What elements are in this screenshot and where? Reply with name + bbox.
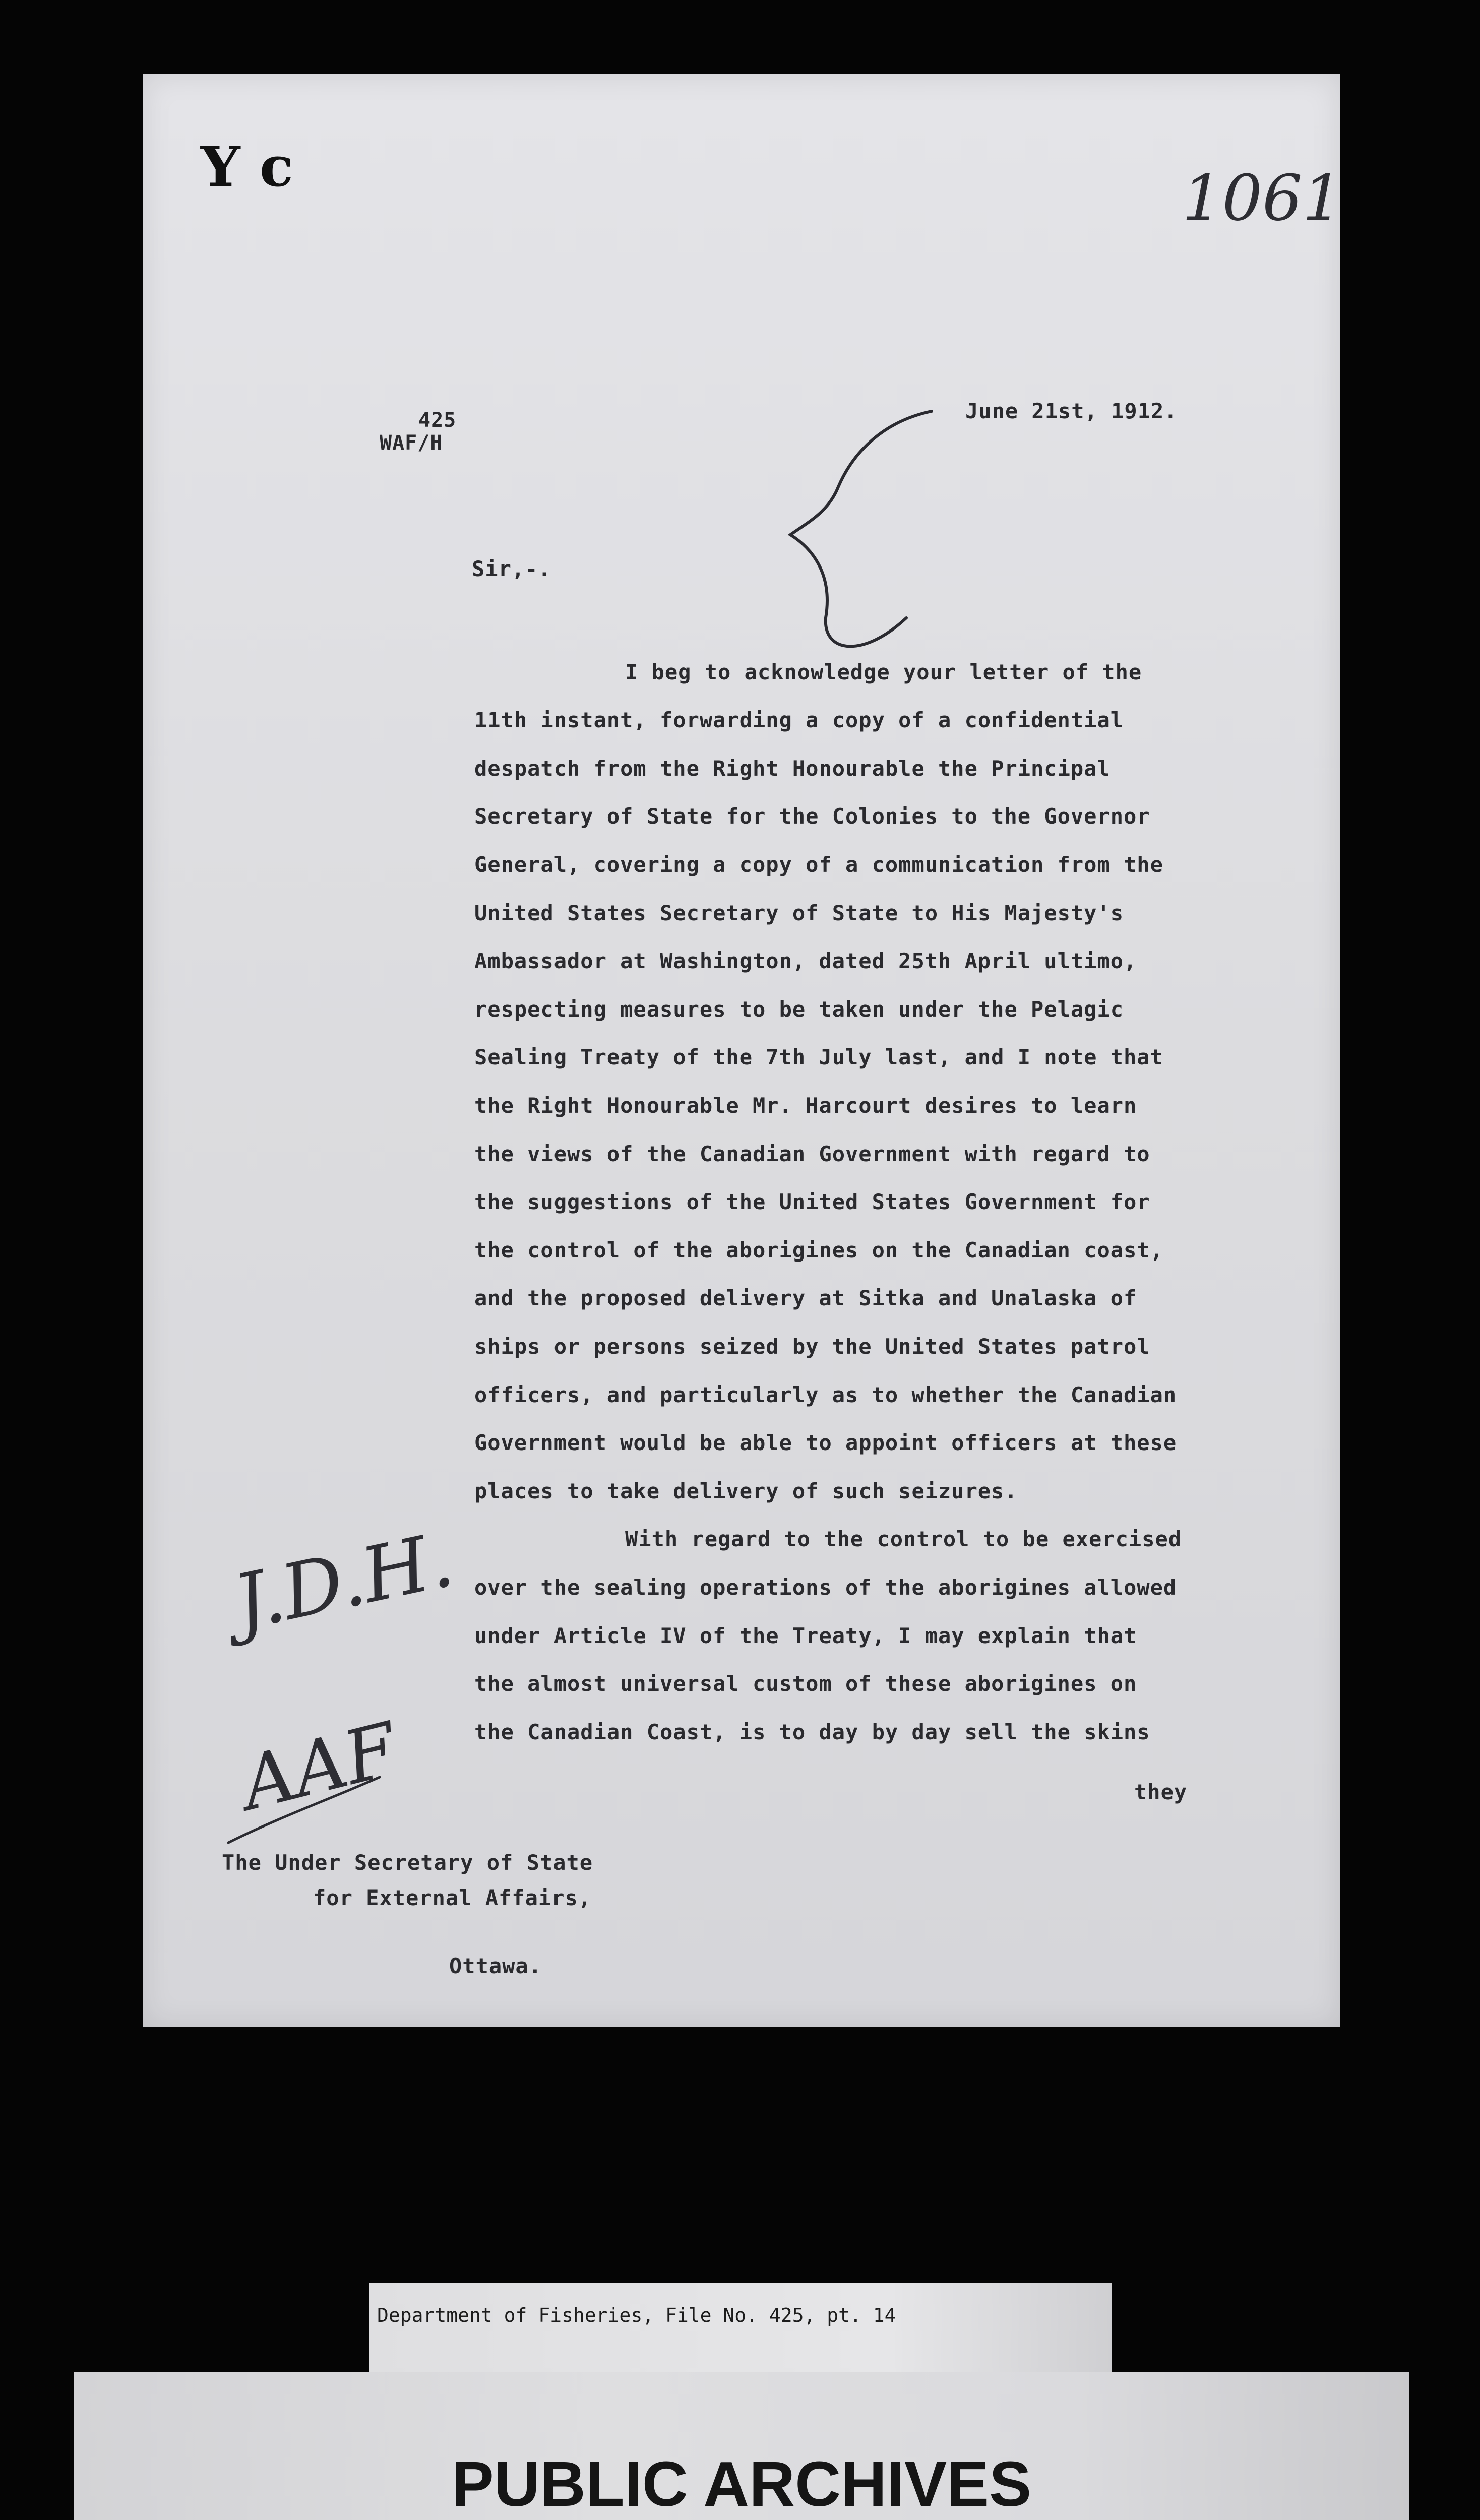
initials-signature-1: J.D.H.	[226, 1516, 461, 1648]
body-line: Government would be able to appoint officers at these	[474, 1430, 1177, 1455]
body-line: ships or persons seized by the United States patrol	[474, 1334, 1150, 1359]
body-line: With regard to the control to be exercised	[625, 1527, 1182, 1551]
body-line: respecting measures to be taken under the Pelagic	[474, 997, 1124, 1022]
body-line: 11th instant, forwarding a copy of a confidential	[474, 708, 1124, 732]
body-line: the almost universal custom of these aborigines on	[474, 1671, 1137, 1696]
body-line: over the sealing operations of the aborigines allowed	[474, 1575, 1177, 1600]
body-line: places to take delivery of such seizures.	[474, 1479, 1018, 1503]
body-line: the views of the Canadian Government with regard to	[474, 1142, 1150, 1166]
salutation: Sir,-.	[472, 556, 551, 581]
body-line: United States Secretary of State to His Majesty's	[474, 901, 1124, 925]
corner-mark: Y c	[201, 134, 293, 199]
body-line: the Canadian Coast, is to day by day sell the skins	[474, 1720, 1150, 1744]
initials-reference: WAF/H	[380, 431, 443, 455]
file-label-tag	[369, 2283, 1112, 2379]
file-reference: 425	[418, 409, 457, 432]
body-line: Secretary of State for the Colonies to the Governor	[474, 804, 1150, 829]
body-line: the control of the aborigines on the Canadian coast,	[474, 1238, 1163, 1263]
addressee-line: Ottawa.	[449, 1954, 542, 1978]
catchword: they	[1134, 1780, 1188, 1804]
letter-page	[143, 74, 1343, 2027]
body-line: and the proposed delivery at Sitka and Unalaska of	[474, 1286, 1137, 1310]
body-line: despatch from the Right Honourable the Principal	[474, 756, 1111, 781]
body-line: the suggestions of the United States Government for	[474, 1189, 1150, 1214]
archive-stamp	[74, 2372, 1409, 2520]
body-line: the Right Honourable Mr. Harcourt desires to learn	[474, 1093, 1137, 1118]
body-line: I beg to acknowledge your letter of the	[625, 660, 1142, 684]
folio-number: 1061	[1182, 162, 1343, 235]
addressee-line: The Under Secretary of State	[222, 1850, 593, 1875]
body-line: Sealing Treaty of the 7th July last, and I note that	[474, 1045, 1163, 1069]
stamp-line-english: PUBLIC ARCHIVES	[451, 2448, 1032, 2519]
body-line: officers, and particularly as to whether the Canadian	[474, 1382, 1177, 1407]
addressee-line: for External Affairs,	[313, 1885, 592, 1910]
file-label-text: Department of Fisheries, File No. 425, pt. 14	[377, 2304, 896, 2326]
body-line: under Article IV of the Treaty, I may explain that	[474, 1623, 1137, 1648]
body-line: General, covering a copy of a communication from the	[474, 852, 1163, 877]
letter-date: June 21st, 1912.	[965, 399, 1178, 423]
initials-signature-2: AAF	[233, 1707, 405, 1827]
body-line: Ambassador at Washington, dated 25th April ultimo,	[474, 949, 1137, 973]
